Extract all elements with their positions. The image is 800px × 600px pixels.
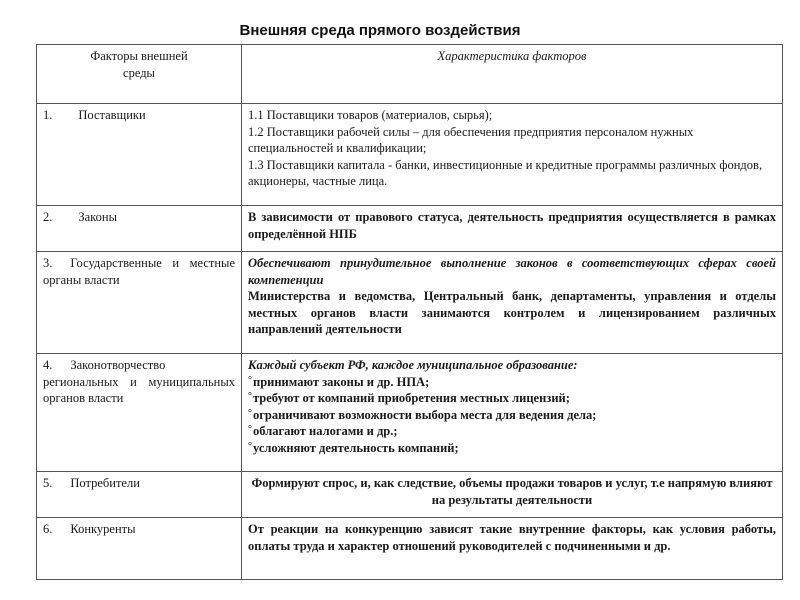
characteristics-cell <box>242 252 783 354</box>
bullet-icon: ° <box>248 374 252 386</box>
characteristic-line: 1.3 Поставщики капитала - банки, инвестиционные и кредитные программы различных фондов, акционеры, частные лица. <box>248 157 763 188</box>
list-item <box>248 423 776 440</box>
factor-name: Потребители <box>70 476 140 490</box>
table-row <box>37 354 783 472</box>
factor-cell <box>37 104 242 206</box>
factors-table <box>36 44 783 580</box>
characteristic-line: Министерства и ведомства, Центральный банк, департаменты, управления и отделы местных органов власти занимаются контролем и лицензированием различных направлений деятельности <box>248 289 776 336</box>
list-item-text: усложняют деятельность компаний; <box>253 440 459 455</box>
characteristic-intro: Обеспечивают принудительное выполнение законов в соответствующих сферах своей компетенции <box>248 256 776 287</box>
characteristic-line: Формируют спрос, и, как следствие, объемы продажи товаров и услуг, т.е напрямую влияют на результаты деятельности <box>251 476 773 507</box>
list-item <box>248 390 776 407</box>
row-number: 5. <box>43 476 53 490</box>
characteristic-line: В зависимости от правового статуса, деятельность предприятия осуществляется в рамках определённой НПБ <box>248 210 776 241</box>
header-factors <box>37 45 242 104</box>
bullet-icon: ° <box>248 424 252 435</box>
bullet-icon: ° <box>248 407 252 419</box>
list-item-text: ограничивают возможности выбора места для ведения дела; <box>253 407 597 422</box>
row-number: 2. <box>43 210 53 224</box>
characteristic-line: 1.2 Поставщики рабочей силы – для обеспечения предприятия персоналом нужных специальностей и квалификации; <box>248 124 694 155</box>
table-row <box>37 252 783 354</box>
table-row <box>37 518 783 580</box>
characteristic-intro: Каждый субъект РФ, каждое муниципальное образование: <box>248 358 578 372</box>
page-title: Внешняя среда прямого воздействия <box>239 22 521 39</box>
table-row <box>37 472 783 518</box>
row-number: 6. <box>43 522 53 536</box>
row-number: 4. <box>43 358 53 372</box>
factor-name: Законотворчество региональных и муниципальных органов власти <box>43 358 235 405</box>
factor-cell <box>37 472 242 518</box>
list-item-text: принимают законы и др. НПА; <box>253 374 430 389</box>
characteristic-line: От реакции на конкуренцию зависят такие внутренние факторы, как условия работы, оплаты труда и характер отношений руководителей с подчиненными и др. <box>248 522 776 553</box>
characteristics-cell <box>242 354 783 472</box>
bullet-icon: ° <box>248 440 252 452</box>
table-row <box>37 206 783 252</box>
table-row <box>37 104 783 206</box>
row-number: 1. <box>43 108 53 122</box>
factor-name: Государственные и местные органы власти <box>43 256 235 287</box>
factor-cell <box>37 518 242 580</box>
table-header-row <box>37 45 783 104</box>
list-item <box>248 440 776 457</box>
characteristics-cell <box>242 206 783 252</box>
list-item <box>248 374 776 391</box>
header-factors-line1: Факторы внешней <box>90 49 188 63</box>
characteristics-cell <box>242 104 783 206</box>
list-item <box>248 407 776 424</box>
factor-name: Законы <box>78 210 117 224</box>
row-number: 3. <box>43 256 53 270</box>
characteristics-cell <box>242 518 783 580</box>
bullet-icon: ° <box>248 391 252 402</box>
factor-cell <box>37 206 242 252</box>
factor-cell <box>37 252 242 354</box>
factor-name: Конкуренты <box>70 522 136 536</box>
factor-cell <box>37 354 242 472</box>
characteristics-cell <box>242 472 783 518</box>
header-factors-line2: среды <box>123 65 155 80</box>
factor-name: Поставщики <box>78 108 146 122</box>
header-characteristics: Характеристика факторов <box>242 45 783 104</box>
list-item-text: облагают налогами и др.; <box>253 424 398 438</box>
list-item-text: требуют от компаний приобретения местных лицензий; <box>253 391 570 405</box>
characteristic-line: 1.1 Поставщики товаров (материалов, сырья); <box>248 108 493 122</box>
